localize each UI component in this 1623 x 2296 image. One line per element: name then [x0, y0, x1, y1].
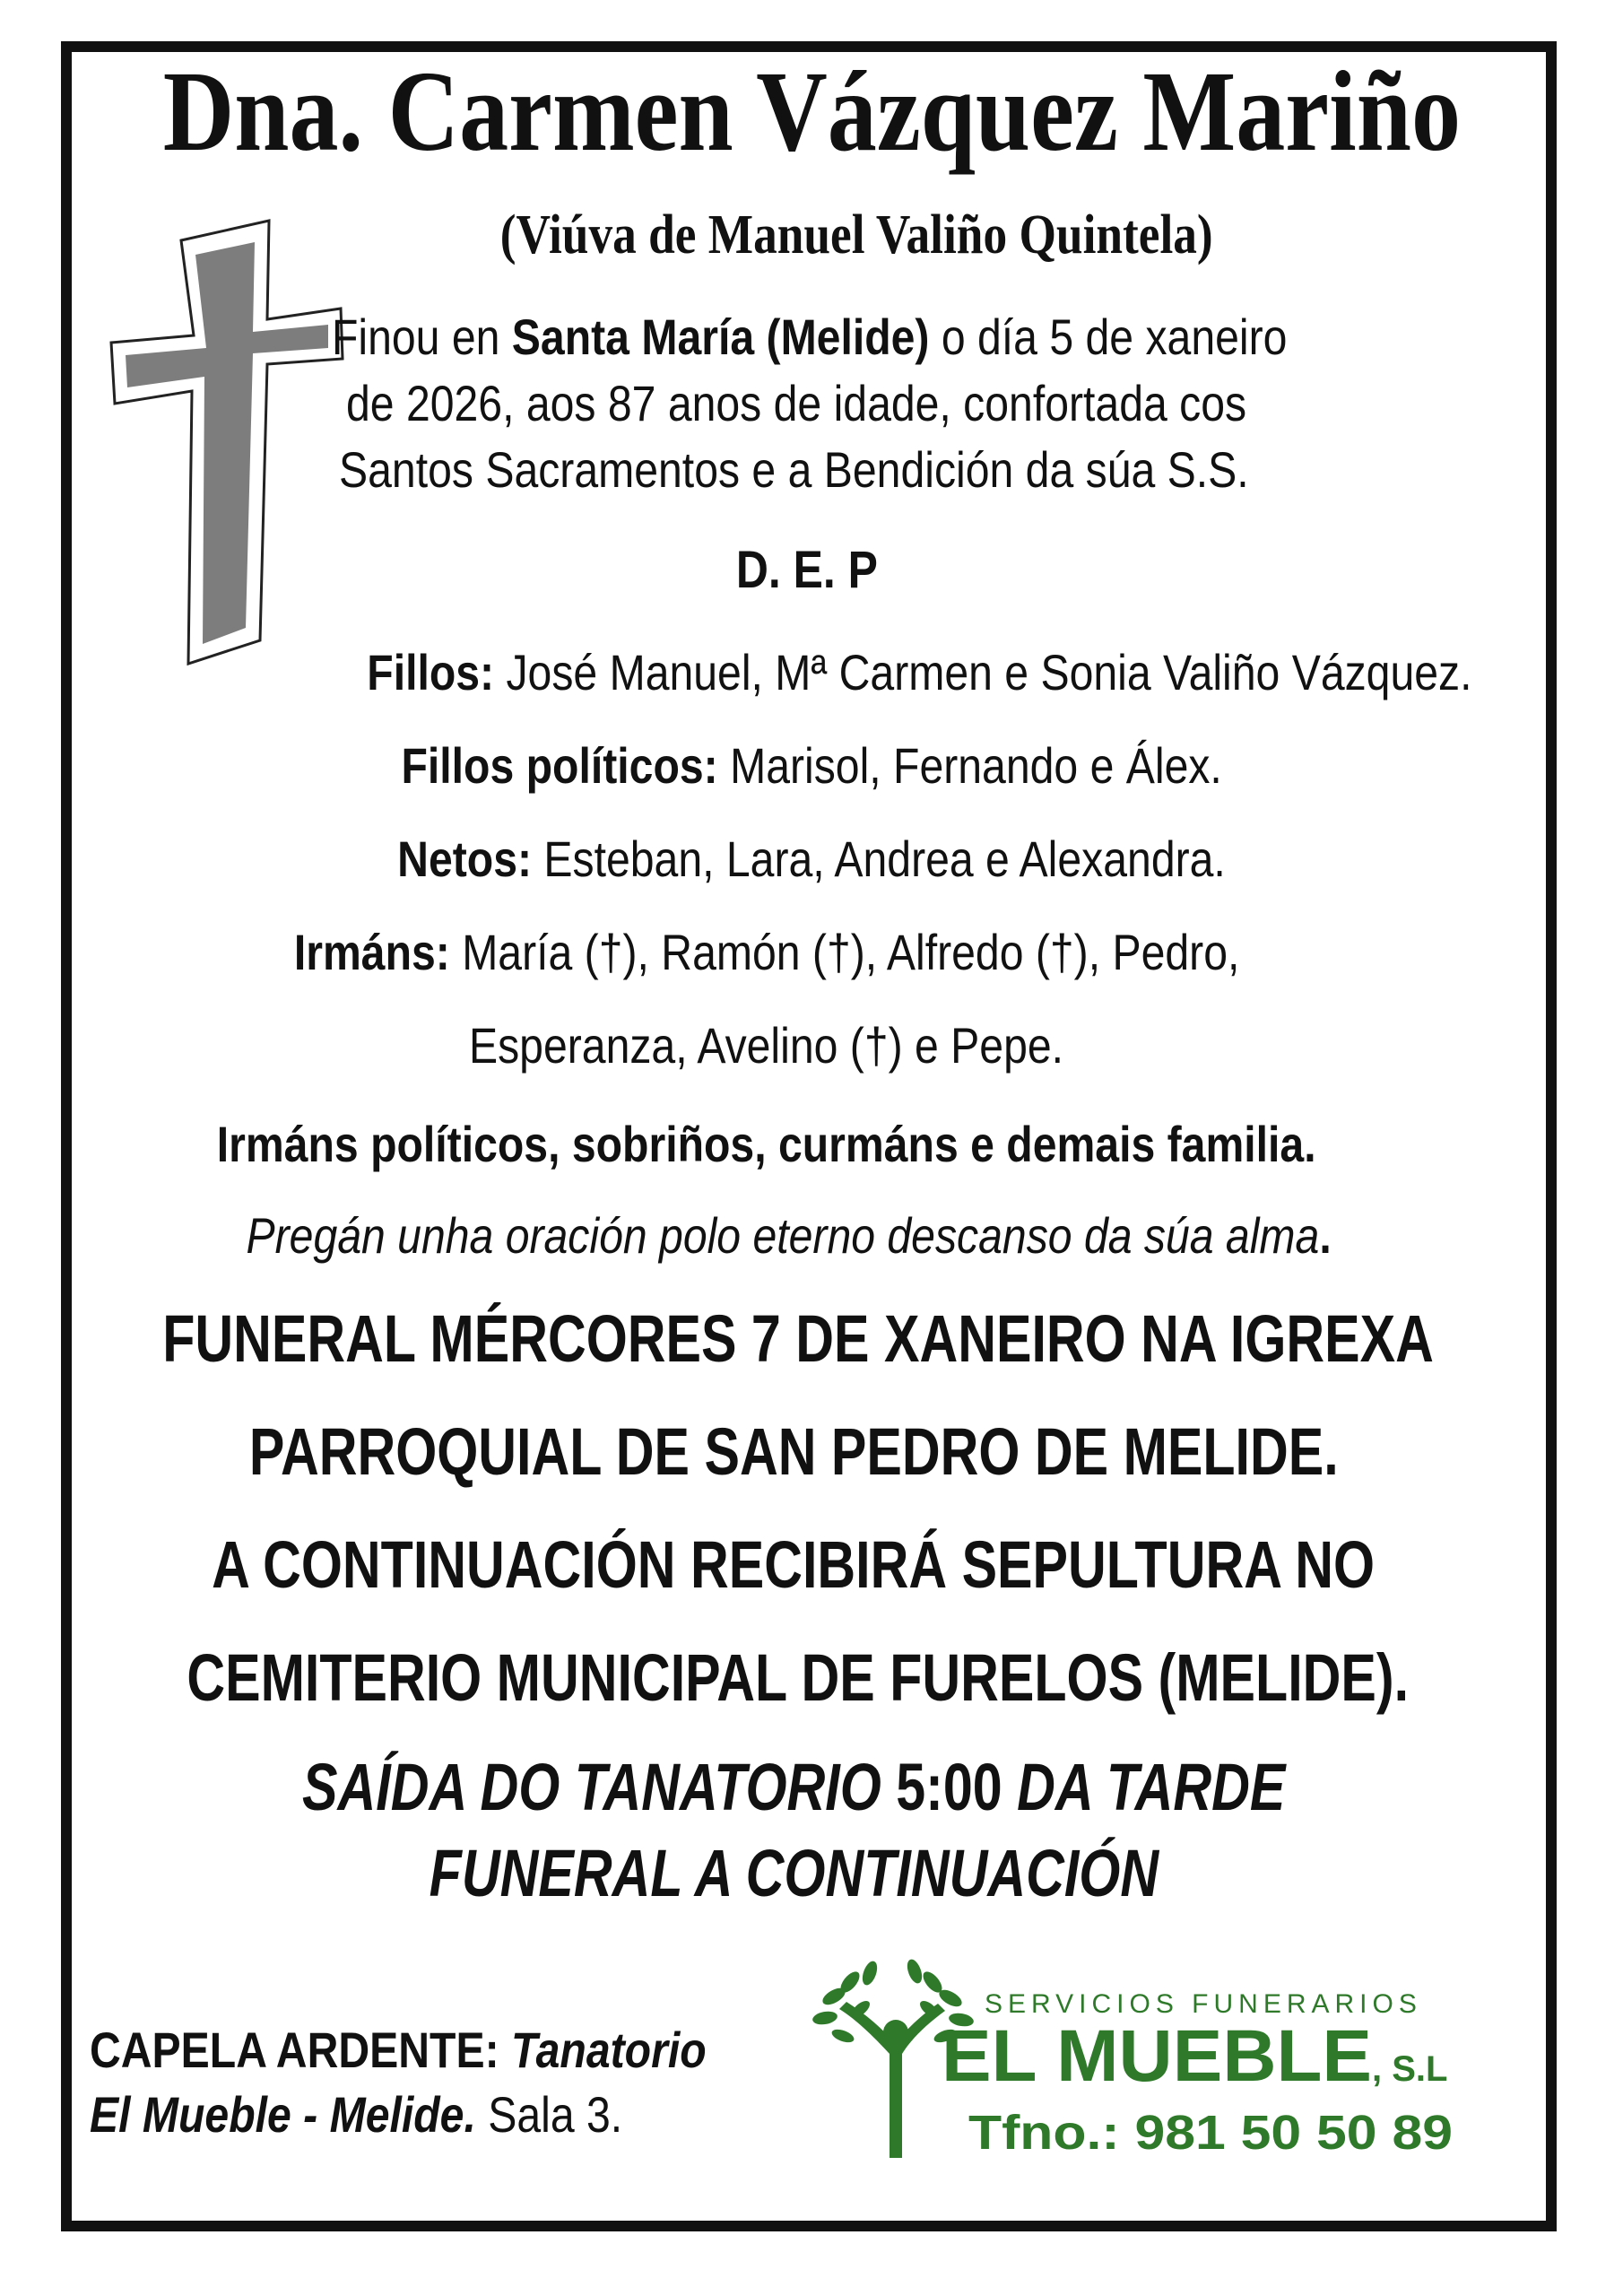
logo-company-name: EL MUEBLE: [942, 2015, 1372, 2097]
intro-line-3: Santos Sacramentos e a Bendición da súa S.S.: [339, 441, 1249, 498]
fillos-politicos-line: Fillos políticos: Marisol, Fernando e Álex.: [401, 737, 1222, 794]
funeral-line-1: FUNERAL MÉRCORES 7 DE XANEIRO NA IGREXA: [162, 1301, 1434, 1376]
logo-services-text: SERVICIOS FUNERARIOS: [985, 1989, 1422, 2019]
saida-time: 5:00: [895, 1750, 1002, 1824]
cross-icon: [106, 215, 348, 671]
death-place: Santa María (Melide): [511, 309, 930, 365]
irmans-line-1: Irmáns: María (†), Ramón (†), Alfredo (†), Pedro,: [293, 924, 1240, 980]
other-family-line: Irmáns políticos, sobriños, curmáns e demais familia.: [217, 1116, 1316, 1172]
intro-line-2: de 2026, aos 87 anos de idade, confortada cos: [346, 375, 1247, 431]
widow-of-line: (Viúva de Manuel Valiño Quintela): [499, 204, 1213, 265]
funeral-line-4: CEMITERIO MUNICIPAL DE FURELOS (MELIDE).: [187, 1640, 1410, 1715]
logo-phone: Tfno.: 981 50 50 89: [968, 2106, 1453, 2160]
funeral-line-3: A CONTINUACIÓN RECIBIRÁ SEPULTURA NO: [212, 1527, 1376, 1602]
prayer-line: Pregán unha oración polo eterno descanso da súa alma.: [246, 1207, 1332, 1264]
dep-heading: D. E. P: [736, 541, 878, 599]
deceased-name: Dna. Carmen Vázquez Mariño: [162, 48, 1461, 175]
el-mueble-logo: [807, 1946, 1524, 2179]
saida-line-1: SAÍDA DO TANATORIO 5:00 DA TARDE: [301, 1750, 1286, 1824]
saida-line-2: FUNERAL A CONTINUACIÓN: [429, 1836, 1159, 1910]
funeral-line-2: PARROQUIAL DE SAN PEDRO DE MELIDE.: [248, 1414, 1339, 1489]
netos-line: Netos: Esteban, Lara, Andrea e Alexandra.: [397, 831, 1226, 887]
capela-ardente: CAPELA ARDENTE: Tanatorio El Mueble - Melide. Sala 3.: [90, 2022, 707, 2143]
irmans-line-2: Esperanza, Avelino (†) e Pepe.: [469, 1017, 1064, 1074]
fillos-line: Fillos: José Manuel, Mª Carmen e Sonia Valiño Vázquez.: [366, 644, 1472, 700]
logo-suffix: , S.L: [1372, 2049, 1448, 2089]
intro-line-1: Finou en Santa María (Melide) o día 5 de xaneiro: [332, 309, 1288, 365]
